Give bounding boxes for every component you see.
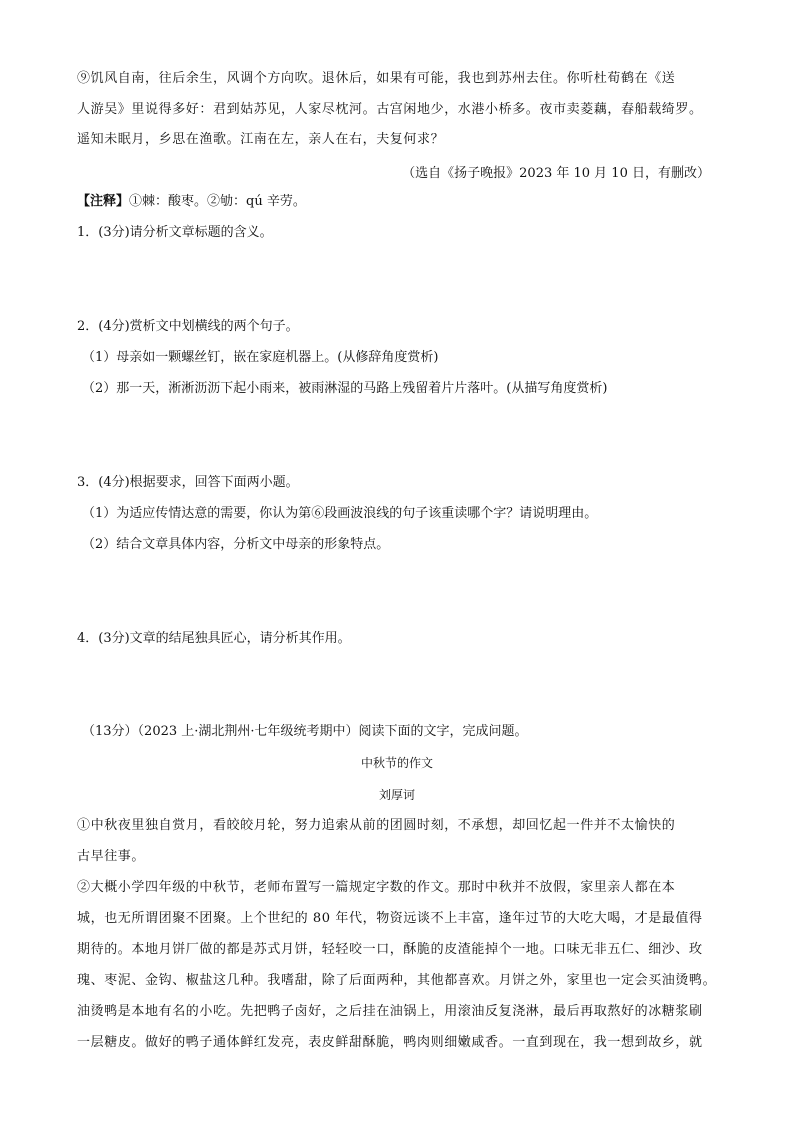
question-3-sub-1: （1）为适应传情达意的需要，你认为第⑥段画波浪线的句子该重读哪个字？请说明理由。 [82,506,598,521]
section2-title: 中秋节的作文 [360,756,433,770]
question-3-sub-2: （2）结合文章具体内容，分析文中母亲的形象特点。 [82,537,390,552]
section2-paragraph-line: 一层糖皮。做好的鸭子通体鲜红发亮，表皮鲜甜酥脆，鸭肉则细嫩咸香。一直到现在，我一想到故乡，就 [77,1035,703,1050]
question-3: 3．(4分)根据要求，回答下面两小题。 [77,475,299,490]
passage-source: （选自《扬子晚报》2023 年 10 月 10 日，有删改） [402,166,710,181]
notes [77,193,306,211]
passage-line-1: ⑨饥风自南，往后余生，风调个方向吹。退休后，如果有可能，我也到苏州去住。你听杜荀鹤在《送 [77,71,676,86]
section2-paragraph-line: 城，也无所谓团聚不团聚。上个世纪的 80 年代，物资远谈不上丰富，逢年过节的大吃大喝，才是最值得 [77,911,703,926]
passage-line-2: 人游吴》里说得多好：君到姑苏见，人家尽枕河。古宫闲地少，水港小桥多。夜市卖菱藕，春船载绮罗。 [77,102,703,117]
question-2-sub-1: （1）母亲如一颗螺丝钉，嵌在家庭机器上。(从修辞角度赏析) [82,350,439,365]
notes-text: ①棘：酸枣。②劬：qú 辛劳。 [129,194,306,209]
section2-paragraph-line: ②大概小学四年级的中秋节，老师布置写一篇规定字数的作文。那时中秋并不放假，家里亲人都在本 [77,880,676,895]
section2-author: 刘厚诃 [378,788,415,802]
passage-line-3: 遥知未眠月，乡思在渔歌。江南在左，亲人在右，夫复何求？ [77,132,445,147]
section2-paragraph-line: 古早往事。 [77,849,146,864]
section2-paragraph-line: 油烫鸭是本地有名的小吃。先把鸭子卤好，之后挂在油锅上，用滚油反复浇淋，最后再取熬好的冰糖浆刷 [77,1004,703,1019]
section2-intro: （13分）（2023 上·湖北荆州·七年级统考期中）阅读下面的文字，完成问题。 [82,724,528,739]
notes-label: 【注释】 [77,194,130,209]
question-1: 1．(3分)请分析文章标题的含义。 [77,225,273,240]
section2-paragraph-line: 瑰、枣泥、金钩、椒盐这几种。我嗜甜，除了后面两种，其他都喜欢。月饼之外，家里也一定会买油烫鸭。 [77,973,717,988]
question-4: 4．(3分)文章的结尾独具匠心，请分析其作用。 [77,631,351,646]
section2-paragraph-line: ①中秋夜里独自赏月，看皎皎月轮，努力追索从前的团圆时刻，不承想，却回忆起一件并不太愉快的 [77,818,676,833]
question-2-sub-2: （2）那一天，淅淅沥沥下起小雨来，被雨淋湿的马路上残留着片片落叶。(从描写角度赏析) [82,381,608,396]
section2-paragraph-line: 期待的。本地月饼厂做的都是苏式月饼，轻轻咬一口，酥脆的皮渣能掉个一地。口味无非五仁、细沙、玫 [77,942,703,957]
question-2: 2．(4分)赏析文中划横线的两个句子。 [77,319,299,334]
